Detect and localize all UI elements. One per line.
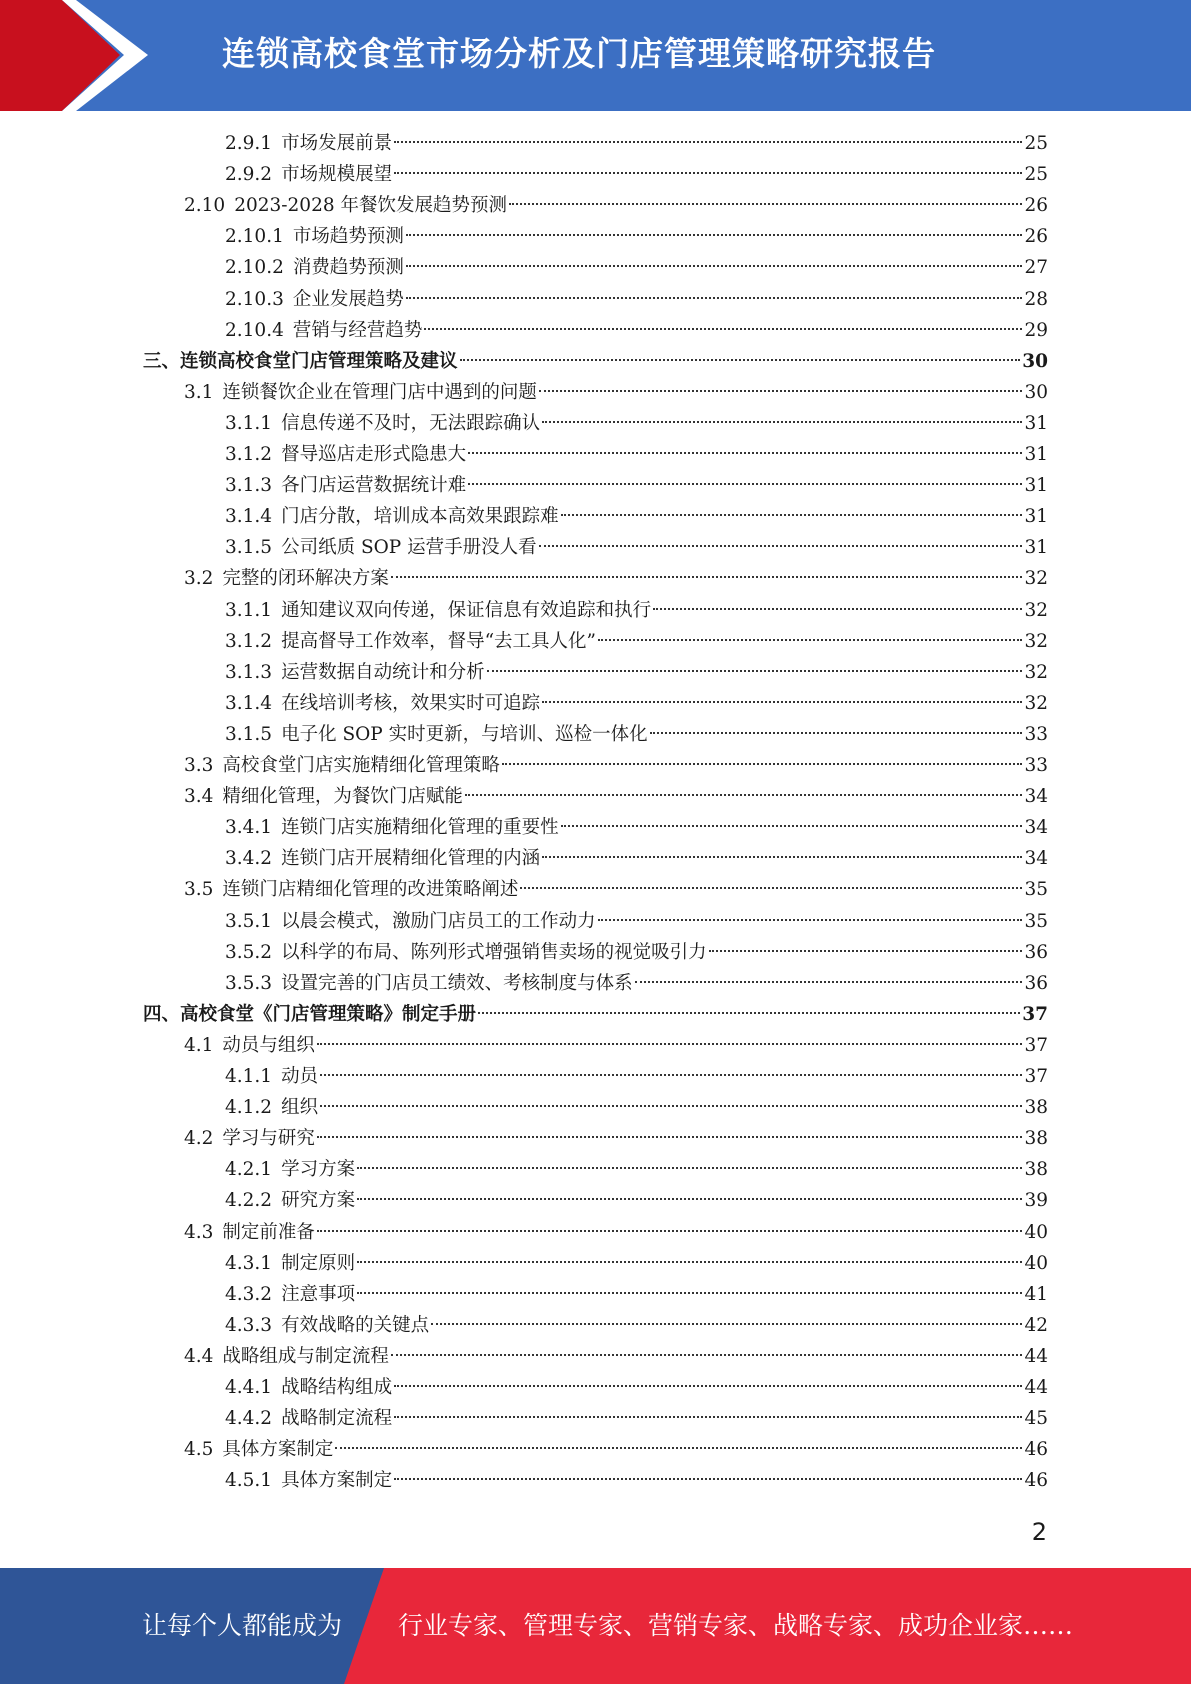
- toc-entry-page: 34: [1024, 848, 1048, 870]
- toc-entry-number: 4.4: [184, 1345, 214, 1367]
- toc-entry[interactable]: [225, 1279, 1048, 1310]
- toc-entry[interactable]: [225, 1185, 1048, 1216]
- toc-entry-page: 27: [1024, 257, 1048, 279]
- toc-entry-title: 组织: [281, 1097, 319, 1119]
- toc-entry[interactable]: [225, 1403, 1048, 1434]
- toc-entry[interactable]: [184, 1030, 1048, 1061]
- toc-dot-leader: [653, 608, 1022, 610]
- toc-entry-number: 4.3.1: [225, 1252, 273, 1274]
- toc-entry[interactable]: [225, 252, 1048, 283]
- toc-dot-leader: [406, 265, 1023, 267]
- toc-entry-page: 35: [1024, 910, 1048, 932]
- toc-entry-number: 4.1.1: [225, 1066, 273, 1087]
- toc-entry-page: 40: [1024, 1252, 1048, 1274]
- toc-entry-page: 33: [1024, 755, 1048, 776]
- toc-dot-leader: [391, 1354, 1023, 1356]
- toc-entry[interactable]: [225, 1248, 1048, 1279]
- toc-entry-title: 督导巡店走形式隐患大: [281, 444, 467, 465]
- toc-entry-number: 3.4.1: [225, 817, 273, 839]
- page-number: 2: [1031, 1518, 1047, 1546]
- toc-entry-page: 46: [1024, 1470, 1048, 1492]
- toc-entry[interactable]: [225, 439, 1048, 470]
- toc-entry-title: 注意事项: [281, 1283, 356, 1305]
- toc-entry-title: 完整的闭环解决方案: [222, 568, 389, 590]
- toc-dot-leader: [357, 1167, 1022, 1169]
- toc-entry-number: 4.4.1: [225, 1377, 273, 1398]
- toc-entry-number: 2.9.1: [225, 133, 273, 154]
- toc-entry-page: 31: [1024, 412, 1048, 434]
- toc-entry[interactable]: [225, 408, 1048, 439]
- toc-dot-leader: [394, 1416, 1022, 1418]
- toc-entry-number: 3.4.2: [225, 848, 273, 870]
- toc-entry-number: 2.10.4: [225, 319, 284, 341]
- toc-entry-page: 30: [1024, 381, 1048, 403]
- toc-entry[interactable]: [143, 999, 1048, 1030]
- toc-entry[interactable]: [184, 1434, 1048, 1465]
- toc-entry-page: 35: [1024, 879, 1048, 901]
- toc-entry-title: 动员与组织: [222, 1034, 315, 1056]
- toc-dot-leader: [317, 1043, 1023, 1045]
- toc-dot-leader: [335, 1447, 1022, 1449]
- toc-entry[interactable]: [143, 346, 1048, 377]
- toc-entry-page: 31: [1024, 537, 1048, 559]
- toc-entry-title: 学习方案: [281, 1159, 356, 1181]
- toc-entry-page: 44: [1024, 1345, 1048, 1367]
- toc-entry-page: 36: [1024, 972, 1048, 994]
- toc-entry-number: 4.5.1: [225, 1470, 273, 1492]
- toc-entry-number: 4.3.3: [225, 1314, 273, 1336]
- toc-entry[interactable]: [225, 1092, 1048, 1123]
- toc-entry-title: 研究方案: [281, 1190, 356, 1212]
- toc-entry-title: 门店分散，培训成本高效果跟踪难: [281, 506, 559, 528]
- toc-dot-leader: [598, 639, 1022, 641]
- toc-entry-page: 32: [1024, 630, 1048, 652]
- toc-dot-leader: [391, 576, 1023, 578]
- toc-entry[interactable]: [184, 1217, 1048, 1248]
- toc-entry[interactable]: [184, 1123, 1048, 1154]
- toc-entry-number: 3.1.4: [225, 506, 273, 528]
- toc-entry-page: 25: [1024, 164, 1048, 186]
- toc-entry-page: 31: [1024, 444, 1048, 465]
- toc-entry-number: 3.1: [184, 381, 214, 403]
- toc-entry-page: 32: [1024, 692, 1048, 714]
- toc-entry-title: 三、连锁高校食堂门店管理策略及建议: [143, 350, 458, 372]
- toc-entry[interactable]: [225, 1310, 1048, 1341]
- toc-entry-title: 电子化 SOP 实时更新，与培训、巡检一体化: [281, 723, 648, 745]
- toc-entry[interactable]: [184, 190, 1048, 221]
- toc-dot-leader: [650, 732, 1023, 734]
- toc-entry-title: 信息传递不及时，无法跟踪确认: [281, 412, 541, 434]
- toc-entry-title: 设置完善的门店员工绩效、考核制度与体系: [281, 972, 633, 994]
- toc-entry[interactable]: [225, 937, 1048, 968]
- toc-dot-leader: [460, 359, 1021, 361]
- toc-entry-page: 26: [1024, 195, 1048, 217]
- toc-entry-number: 3.1.5: [225, 537, 273, 559]
- toc-entry-number: 3.2: [184, 568, 214, 590]
- toc-entry[interactable]: [225, 968, 1048, 999]
- toc-entry-title: 连锁门店开展精细化管理的内涵: [281, 848, 541, 870]
- toc-entry[interactable]: [225, 315, 1048, 346]
- toc-entry-number: 2.9.2: [225, 164, 273, 186]
- toc-entry-number: 3.1.1: [225, 412, 273, 434]
- toc-entry-title: 战略组成与制定流程: [222, 1345, 389, 1367]
- toc-entry-number: 2.10.3: [225, 288, 284, 310]
- toc-entry-title: 市场发展前景: [281, 133, 393, 154]
- toc-entry-title: 连锁门店精细化管理的改进策略阐述: [222, 879, 519, 901]
- toc-entry-title: 有效战略的关键点: [281, 1314, 430, 1336]
- document-title: 连锁高校食堂市场分析及门店管理策略研究报告: [222, 34, 936, 73]
- toc-entry[interactable]: [225, 501, 1048, 532]
- toc-entry[interactable]: [225, 657, 1048, 688]
- toc-entry-number: 3.1.5: [225, 723, 273, 745]
- toc-entry-number: 4.3.2: [225, 1283, 273, 1305]
- toc-entry-title: 市场趋势预测: [292, 226, 404, 248]
- toc-entry[interactable]: [225, 1372, 1048, 1403]
- toc-dot-leader: [561, 514, 1023, 516]
- toc-entry-page: 40: [1024, 1221, 1048, 1243]
- toc-dot-leader: [431, 1323, 1022, 1325]
- toc-entry-title: 市场规模展望: [281, 164, 393, 186]
- toc-entry[interactable]: [184, 1341, 1048, 1372]
- toc-entry-title: 学习与研究: [222, 1128, 315, 1150]
- toc-entry[interactable]: [225, 159, 1048, 190]
- toc-entry-number: 2.10: [184, 195, 226, 217]
- toc-entry-title: 运营数据自动统计和分析: [281, 661, 485, 683]
- toc-entry-page: 39: [1024, 1190, 1048, 1212]
- toc-entry-title: 连锁门店实施精细化管理的重要性: [281, 817, 559, 839]
- toc-entry-page: 32: [1024, 568, 1048, 590]
- toc-dot-leader: [317, 1136, 1023, 1138]
- toc-dot-leader: [542, 421, 1022, 423]
- toc-dot-leader: [468, 452, 1022, 454]
- toc-dot-leader: [320, 1074, 1022, 1076]
- toc-entry-page: 37: [1022, 1003, 1048, 1025]
- toc-dot-leader: [394, 1478, 1022, 1480]
- toc-entry-title: 企业发展趋势: [292, 288, 404, 310]
- toc-entry-page: 37: [1024, 1066, 1048, 1087]
- toc-entry-title: 各门店运营数据统计难: [281, 475, 467, 497]
- toc-entry-title: 在线培训考核，效果实时可追踪: [281, 692, 541, 714]
- toc-entry-number: 3.1.1: [225, 599, 273, 621]
- toc-entry[interactable]: [225, 812, 1048, 843]
- toc-entry-page: 34: [1024, 817, 1048, 839]
- toc-entry-page: 42: [1024, 1314, 1048, 1336]
- toc-entry[interactable]: [225, 128, 1048, 159]
- toc-entry-number: 3.1.2: [225, 630, 273, 652]
- toc-dot-leader: [509, 203, 1022, 205]
- toc-dot-leader: [394, 141, 1022, 143]
- toc-entry-number: 3.5: [184, 879, 214, 901]
- toc-entry-page: 31: [1024, 475, 1048, 497]
- toc-entry[interactable]: [225, 1154, 1048, 1185]
- toc-entry-page: 34: [1024, 786, 1048, 808]
- toc-dot-leader: [394, 1385, 1022, 1387]
- toc-entry-page: 29: [1024, 319, 1048, 341]
- toc-entry-page: 41: [1024, 1283, 1048, 1305]
- toc-entry-number: 3.1.3: [225, 475, 273, 497]
- toc-entry[interactable]: [225, 843, 1048, 874]
- toc-entry-title: 公司纸质 SOP 运营手册没人看: [281, 537, 537, 559]
- toc-dot-leader: [542, 856, 1022, 858]
- toc-entry[interactable]: [225, 284, 1048, 315]
- toc-entry-number: 4.5: [184, 1439, 214, 1461]
- toc-entry-number: 4.4.2: [225, 1408, 273, 1430]
- toc-dot-leader: [468, 483, 1022, 485]
- toc-entry-title: 战略结构组成: [281, 1377, 393, 1398]
- footer-band: [0, 1568, 1191, 1684]
- toc-entry-title: 制定前准备: [222, 1221, 315, 1243]
- toc-dot-leader: [317, 1230, 1023, 1232]
- toc-entry-number: 4.1: [184, 1034, 214, 1056]
- toc-entry[interactable]: [184, 781, 1048, 812]
- toc-dot-leader: [539, 545, 1023, 547]
- toc-entry[interactable]: [225, 1465, 1048, 1496]
- footer-slogan-left: 让每个人都能成为: [142, 1611, 343, 1640]
- toc-entry-page: 38: [1024, 1128, 1048, 1150]
- toc-entry-title: 以晨会模式，激励门店员工的工作动力: [281, 910, 596, 932]
- toc-entry-title: 通知建议双向传递，保证信息有效追踪和执行: [281, 599, 652, 621]
- toc-entry-number: 2.10.1: [225, 226, 284, 248]
- toc-entry-title: 具体方案制定: [281, 1470, 393, 1492]
- toc-entry-number: 4.2.2: [225, 1190, 273, 1212]
- toc-entry-title: 具体方案制定: [222, 1439, 334, 1461]
- toc-entry-title: 四、高校食堂《门店管理策略》制定手册: [143, 1003, 477, 1025]
- toc-entry[interactable]: [225, 906, 1048, 937]
- toc-entry-number: 4.3: [184, 1221, 214, 1243]
- toc-dot-leader: [520, 887, 1022, 889]
- toc-entry-page: 44: [1024, 1377, 1048, 1398]
- toc-entry-number: 3.3: [184, 755, 214, 776]
- toc-entry-number: 3.5.3: [225, 972, 273, 994]
- toc-entry-page: 25: [1024, 133, 1048, 154]
- toc-entry-number: 3.1.4: [225, 692, 273, 714]
- toc-entry-page: 30: [1022, 350, 1048, 372]
- toc-entry-page: 31: [1024, 506, 1048, 528]
- footer-slogan-right: 行业专家、管理专家、营销专家、战略专家、成功企业家……: [398, 1611, 1074, 1640]
- toc-dot-leader: [561, 825, 1023, 827]
- toc-entry-page: 32: [1024, 661, 1048, 683]
- toc-entry-title: 2023-2028 年餐饮发展趋势预测: [234, 195, 507, 217]
- toc-entry-number: 2.10.2: [225, 257, 284, 279]
- toc-entry-number: 4.2: [184, 1128, 214, 1150]
- toc-entry[interactable]: [225, 1061, 1048, 1092]
- toc-entry-title: 消费趋势预测: [292, 257, 404, 279]
- toc-dot-leader: [502, 763, 1023, 765]
- toc-entry-number: 4.1.2: [225, 1097, 273, 1119]
- toc-dot-leader: [357, 1261, 1022, 1263]
- toc-entry-number: 3.1.2: [225, 444, 273, 465]
- toc-dot-leader: [487, 670, 1023, 672]
- toc-entry[interactable]: [225, 221, 1048, 252]
- toc-dot-leader: [635, 981, 1023, 983]
- toc-entry-title: 连锁餐饮企业在管理门店中遇到的问题: [222, 381, 537, 403]
- toc-entry-number: 3.5.1: [225, 910, 273, 932]
- toc-dot-leader: [424, 328, 1022, 330]
- toc-entry[interactable]: [225, 626, 1048, 657]
- toc-entry-title: 精细化管理，为餐饮门店赋能: [222, 786, 463, 808]
- toc-dot-leader: [394, 172, 1022, 174]
- toc-entry[interactable]: [184, 563, 1048, 594]
- toc-dot-leader: [542, 701, 1022, 703]
- toc-entry-title: 提高督导工作效率，督导“去工具人化”: [281, 630, 596, 652]
- toc-dot-leader: [406, 234, 1023, 236]
- toc-entry[interactable]: [225, 719, 1048, 750]
- toc-dot-leader: [598, 919, 1023, 921]
- toc-entry-page: 38: [1024, 1159, 1048, 1181]
- toc-entry[interactable]: [225, 470, 1048, 501]
- toc-entry-page: 37: [1024, 1034, 1048, 1056]
- toc-entry-page: 32: [1024, 599, 1048, 621]
- toc-entry-page: 33: [1024, 723, 1048, 745]
- toc-dot-leader: [320, 1105, 1022, 1107]
- toc-dot-leader: [478, 1012, 1020, 1014]
- toc-entry-page: 28: [1024, 288, 1048, 310]
- toc-dot-leader: [539, 390, 1023, 392]
- toc-entry-number: 4.2.1: [225, 1159, 273, 1181]
- toc-entry-page: 38: [1024, 1097, 1048, 1119]
- toc-entry[interactable]: [225, 532, 1048, 563]
- toc-dot-leader: [709, 950, 1023, 952]
- toc-dot-leader: [406, 297, 1023, 299]
- toc-entry[interactable]: [225, 688, 1048, 719]
- toc-entry-page: 45: [1024, 1408, 1048, 1430]
- header-band: [0, 0, 1191, 111]
- toc-entry-number: 3.1.3: [225, 661, 273, 683]
- toc-dot-leader: [465, 794, 1023, 796]
- toc-entry-page: 26: [1024, 226, 1048, 248]
- toc-dot-leader: [357, 1198, 1022, 1200]
- toc-entry-number: 3.4: [184, 786, 214, 808]
- toc-entry[interactable]: [184, 750, 1048, 781]
- toc-entry-title: 以科学的布局、陈列形式增强销售卖场的视觉吸引力: [281, 941, 707, 963]
- toc-entry[interactable]: [184, 874, 1048, 905]
- toc-entry-title: 高校食堂门店实施精细化管理策略: [222, 755, 500, 776]
- toc-entry-title: 制定原则: [281, 1252, 356, 1274]
- toc-entry-title: 动员: [281, 1066, 319, 1087]
- toc-entry-page: 46: [1024, 1439, 1048, 1461]
- toc-entry-page: 36: [1024, 941, 1048, 963]
- toc-dot-leader: [357, 1292, 1022, 1294]
- toc-entry[interactable]: [184, 377, 1048, 408]
- toc-entry-title: 战略制定流程: [281, 1408, 393, 1430]
- toc-entry-number: 3.5.2: [225, 941, 273, 963]
- toc-entry[interactable]: [225, 595, 1048, 626]
- toc-entry-title: 营销与经营趋势: [292, 319, 423, 341]
